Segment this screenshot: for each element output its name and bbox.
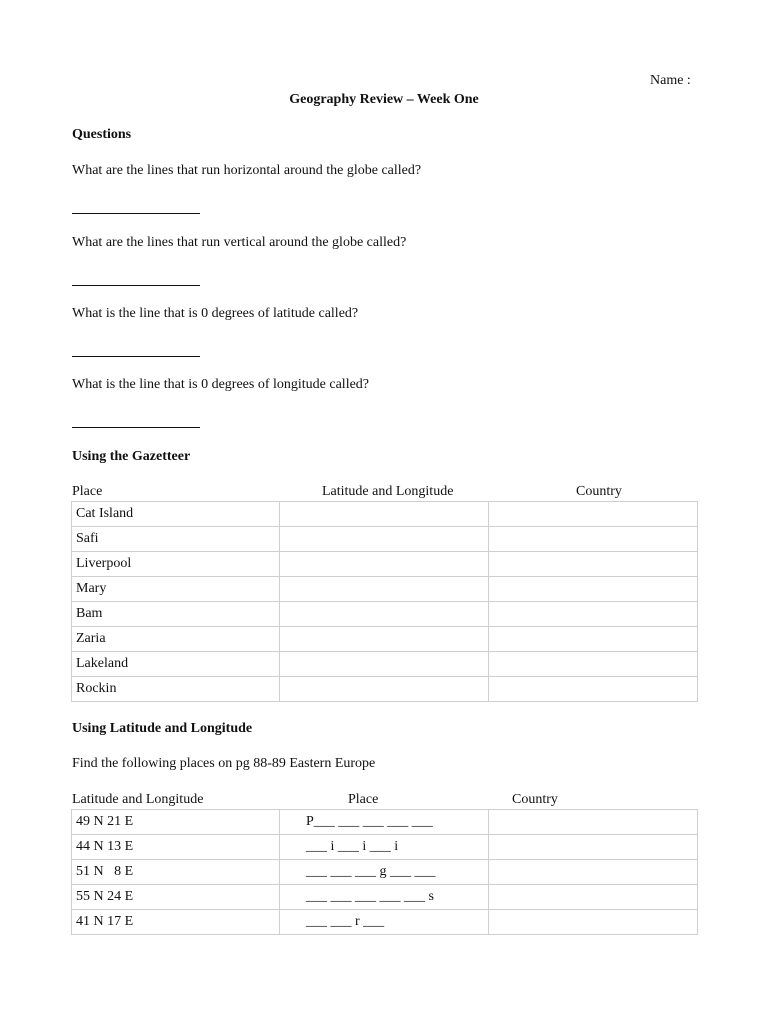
place-cell: Safi [72, 527, 280, 552]
country-cell[interactable] [489, 885, 698, 910]
table-row [72, 910, 698, 935]
gazetteer-col-latlong: Latitude and Longitude [322, 484, 454, 499]
table-row [72, 652, 698, 677]
table-row [72, 527, 698, 552]
place-cell: Liverpool [72, 552, 280, 577]
answer-line-4[interactable] [72, 427, 200, 428]
latlong-col-latlong: Latitude and Longitude [72, 792, 204, 807]
latlong-instruction: Find the following places on pg 88-89 Eastern Europe [72, 756, 376, 771]
latlong-value-cell: 55 N 24 E [72, 885, 280, 910]
latlong-heading: Using Latitude and Longitude [72, 721, 253, 736]
gazetteer-heading: Using the Gazetteer [72, 449, 191, 464]
table-row [72, 860, 698, 885]
place-blank-cell[interactable]: ___ ___ r ___ [280, 910, 489, 935]
place-cell: Lakeland [72, 652, 280, 677]
answer-line-3[interactable] [72, 356, 200, 357]
gazetteer-col-place: Place [72, 484, 103, 499]
place-blank-cell[interactable]: ___ ___ ___ g ___ ___ [280, 860, 489, 885]
place-blank-cell[interactable]: P___ ___ ___ ___ ___ [280, 810, 489, 835]
latlong-cell[interactable] [280, 602, 489, 627]
page-title: Geography Review – Week One [289, 92, 479, 107]
table-row [72, 810, 698, 835]
answer-line-1[interactable] [72, 213, 200, 214]
country-cell[interactable] [489, 552, 698, 577]
place-cell: Cat Island [72, 502, 280, 527]
latlong-cell[interactable] [280, 677, 489, 702]
country-cell[interactable] [489, 502, 698, 527]
place-cell: Mary [72, 577, 280, 602]
country-cell[interactable] [489, 652, 698, 677]
country-cell[interactable] [489, 677, 698, 702]
country-cell[interactable] [489, 627, 698, 652]
country-cell[interactable] [489, 810, 698, 835]
latlong-value-cell: 44 N 13 E [72, 835, 280, 860]
latlong-cell[interactable] [280, 527, 489, 552]
latlong-col-place: Place [348, 792, 379, 807]
latlong-col-country: Country [512, 792, 558, 807]
latlong-value-cell: 41 N 17 E [72, 910, 280, 935]
country-cell[interactable] [489, 860, 698, 885]
table-row [72, 885, 698, 910]
answer-line-2[interactable] [72, 285, 200, 286]
latlong-value-cell: 51 N 8 E [72, 860, 280, 885]
latlong-cell[interactable] [280, 652, 489, 677]
table-row [72, 552, 698, 577]
table-row [72, 602, 698, 627]
gazetteer-col-country: Country [576, 484, 622, 499]
latlong-value-cell: 49 N 21 E [72, 810, 280, 835]
latlong-cell[interactable] [280, 577, 489, 602]
table-row [72, 677, 698, 702]
place-cell: Zaria [72, 627, 280, 652]
country-cell[interactable] [489, 835, 698, 860]
place-cell: Bam [72, 602, 280, 627]
latlong-cell[interactable] [280, 552, 489, 577]
question-2: What are the lines that run vertical around the globe called? [72, 235, 407, 250]
latlong-cell[interactable] [280, 627, 489, 652]
table-row [72, 577, 698, 602]
country-cell[interactable] [489, 527, 698, 552]
table-row [72, 835, 698, 860]
place-blank-cell[interactable]: ___ i ___ i ___ i [280, 835, 489, 860]
questions-heading: Questions [72, 127, 132, 142]
name-label: Name : [650, 73, 691, 88]
latlong-cell[interactable] [280, 502, 489, 527]
question-3: What is the line that is 0 degrees of latitude called? [72, 306, 359, 321]
latlong-table [71, 809, 698, 935]
place-cell: Rockin [72, 677, 280, 702]
gazetteer-table [71, 501, 698, 702]
question-4: What is the line that is 0 degrees of longitude called? [72, 377, 370, 392]
question-1: What are the lines that run horizontal around the globe called? [72, 163, 422, 178]
country-cell[interactable] [489, 602, 698, 627]
country-cell[interactable] [489, 577, 698, 602]
place-blank-cell[interactable]: ___ ___ ___ ___ ___ s [280, 885, 489, 910]
table-row [72, 627, 698, 652]
country-cell[interactable] [489, 910, 698, 935]
table-row [72, 502, 698, 527]
